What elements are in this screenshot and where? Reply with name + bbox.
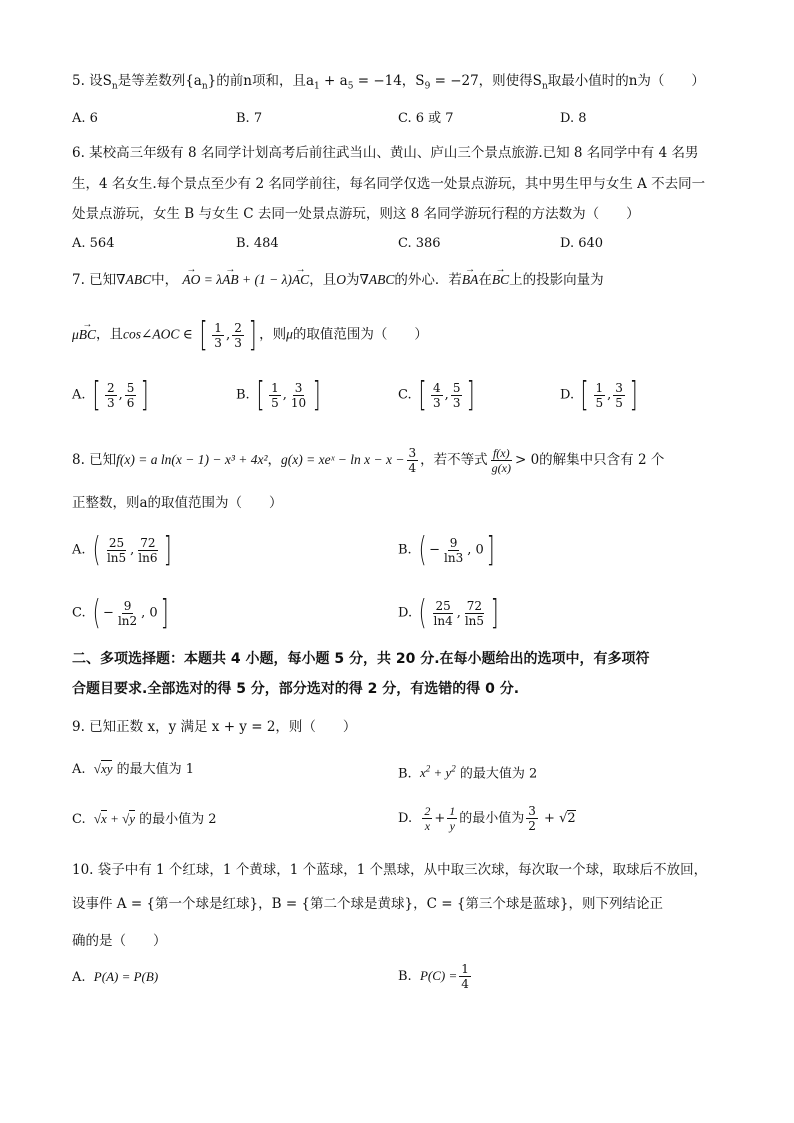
- q10-option-b: B. P(C) = $\frac{1}{4}$: [398, 962, 469, 991]
- q6-option-a: A. 564: [72, 236, 115, 251]
- q8-option-a: A. ( $\frac{25}{\ln 5}$ , $\frac{72}{\ln 6}$ ]: [72, 530, 173, 570]
- q6-line-2: 生，4 名女生.每个景点至少有 2 名同学前往，每名同学仅选一处景点游玩，其中男生甲与女生 A 不去同一: [72, 176, 706, 192]
- q7-line-1: 7. 已知∇ABC中， → AO = λ→ AB + (1 − λ)→ AC，且O为∇ABC的外心．若→ BA在→ BC上的投影向量为: [72, 271, 604, 289]
- section-2-heading-line-2: 合题目要求.全部选对的得 5 分，部分选对的得 2 分，有选错的得 0 分.: [72, 681, 520, 697]
- q9-option-a: A. √xy 的最大值为 1: [72, 761, 195, 777]
- q10-line-1: 10. 袋子中有 1 个红球，1 个黄球，1 个蓝球，1 个黑球，从中取三次球，每次取一个球，取球后不放回，: [72, 862, 708, 878]
- q6-option-c: C. 386: [398, 236, 441, 251]
- q9-stem: 9. 已知正数 x，y 满足 x + y = 2，则（ ）: [72, 719, 357, 735]
- q10-line-3: 确的是（ ）: [72, 933, 167, 949]
- q8-line-2: 正整数，则a的取值范围为（ ）: [72, 495, 283, 511]
- q5-option-b: B. 7: [236, 111, 263, 126]
- q5-option-a: A. 6: [72, 111, 98, 126]
- q7-option-b: B. [ $\frac{1}{5}$ , $\frac{3}{10}$ ]: [236, 375, 321, 415]
- q10-line-2: 设事件 A = {第一个球是红球}，B = {第二个球是黄球}，C = {第三个球是蓝球}，则下列结论正: [72, 896, 664, 912]
- q6-line-1: 6. 某校高三年级有 8 名同学计划高考后前往武当山、黄山、庐山三个景点旅游.已知 8 名同学中有 4 名男: [72, 145, 699, 161]
- q9-option-c: C. √x + √y 的最小值为 2: [72, 811, 217, 827]
- q7-option-a: A. [ $\frac{2}{3}$ , $\frac{5}{6}$ ]: [72, 375, 149, 415]
- q6-line-3: 处景点游玩，女生 B 与女生 C 去同一处景点游玩，则这 8 名同学游玩行程的方法数为（ ）: [72, 206, 640, 222]
- q5-stem: 5. 设$S_n$是等差数列$\{a_n\}$的前n项和，且$a_1 + a_5 = -14$，$S_9 = -27$，则使得$S_n$取最小值时的n为（ ）: [72, 73, 705, 92]
- q7-line-2: μ→ BC，且cos∠AOC ∈ [ $\frac{1}{3}$ , $\frac{2}{3}$ ] ，则μ的取值范围为（ ）: [72, 318, 428, 352]
- q5-option-c: C. 6 或 7: [398, 111, 454, 126]
- q8-line-1: 8. 已知f(x) = a ln(x − 1) − x³ + 4x²，g(x) = xeˣ − ln x − x − $\frac{3}{4}$ ，若不等式 $\frac{f(x)}{g(x)}$ > 0的解集中只含有 2 个: [72, 446, 665, 475]
- q7-option-d: D. [ $\frac{1}{5}$ , $\frac{3}{5}$ ]: [560, 375, 638, 415]
- q8-option-d: D. ( $\frac{25}{\ln 4}$ , $\frac{72}{\ln 5}$ ]: [398, 593, 499, 633]
- q9-option-b: B. $x^2 + y^2$ 的最大值为 2: [398, 764, 538, 782]
- q6-option-d: D. 640: [560, 236, 604, 251]
- q9-option-d: D. $\frac{2}{x}$ + $\frac{1}{y}$ 的最小值为 $\frac{3}{2}$ + √2: [398, 804, 576, 833]
- section-2-heading-line-1: 二、多项选择题：本题共 4 小题，每小题 5 分，共 20 分.在每小题给出的选项中，有多项符: [72, 651, 650, 667]
- q10-option-a: A. P(A) = P(B): [72, 969, 159, 985]
- q8-option-c: C. ( − $\frac{9}{\ln 2}$ , 0]: [72, 593, 169, 633]
- q8-option-b: B. ( − $\frac{9}{\ln 3}$ , 0]: [398, 530, 495, 570]
- q7-option-c: C. [ $\frac{4}{3}$ , $\frac{5}{3}$ ]: [398, 375, 476, 415]
- q6-option-b: B. 484: [236, 236, 279, 251]
- q5-option-d: D. 8: [560, 111, 587, 126]
